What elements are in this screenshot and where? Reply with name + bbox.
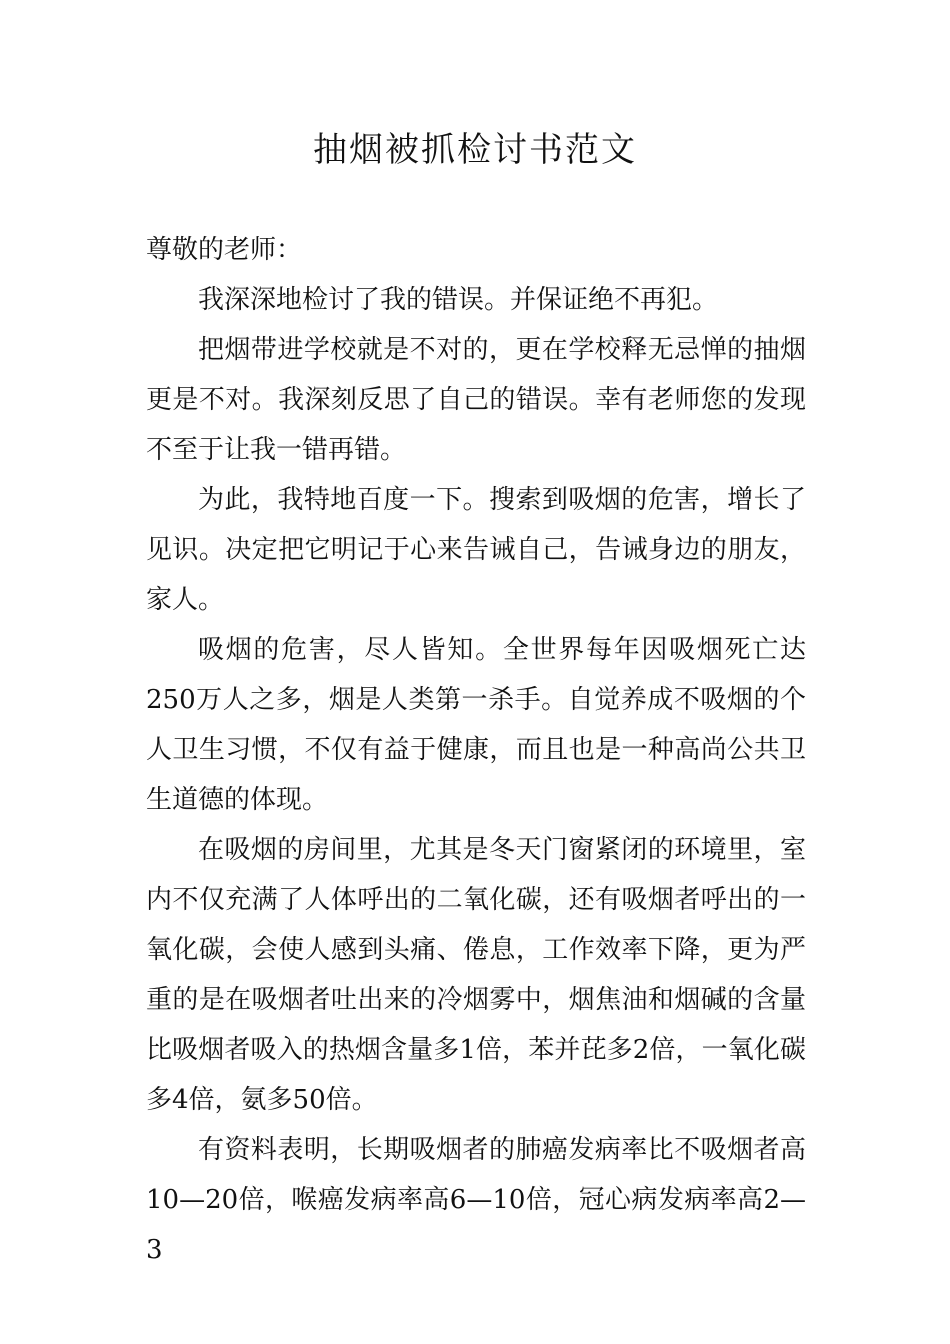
paragraph: 在吸烟的房间里，尤其是冬天门窗紧闭的环境里，室内不仅充满了人体呼出的二氧化碳，还有吸烟者呼出的一氧化碳，会使人感到头痛、倦息，工作效率下降，更为严重的是在吸烟者吐出来的冷烟雾中，烟焦油和烟碱的含量比吸烟者吸入的热烟含量多1倍，苯并芘多2倍，一氧化碳多4倍，氨多50倍。 xyxy=(146,835,806,1115)
paragraph: 把烟带进学校就是不对的，更在学校释无忌惮的抽烟更是不对。我深刻反思了自己的错误。幸有老师您的发现不至于让我一错再错。 xyxy=(146,335,806,465)
paragraph: 我深深地检讨了我的错误。并保证绝不再犯。 xyxy=(198,285,719,315)
salutation: 尊敬的老师： xyxy=(146,235,303,265)
paragraph: 为此，我特地百度一下。搜索到吸烟的危害，增长了见识。决定把它明记于心来告诫自己，告诫身边的朋友，家人。 xyxy=(146,485,806,615)
paragraph: 有资料表明，长期吸烟者的肺癌发病率比不吸烟者高10—20倍，喉癌发病率高6—10倍，冠心病发病率高2—3 xyxy=(146,1135,806,1265)
paragraph: 吸烟的危害，尽人皆知。全世界每年因吸烟死亡达250万人之多，烟是人类第一杀手。自觉养成不吸烟的个人卫生习惯，不仅有益于健康，而且也是一种高尚公共卫生道德的体现。 xyxy=(146,635,806,815)
document-title: 抽烟被抓检讨书范文 xyxy=(313,130,637,170)
document-body xyxy=(146,225,806,1275)
